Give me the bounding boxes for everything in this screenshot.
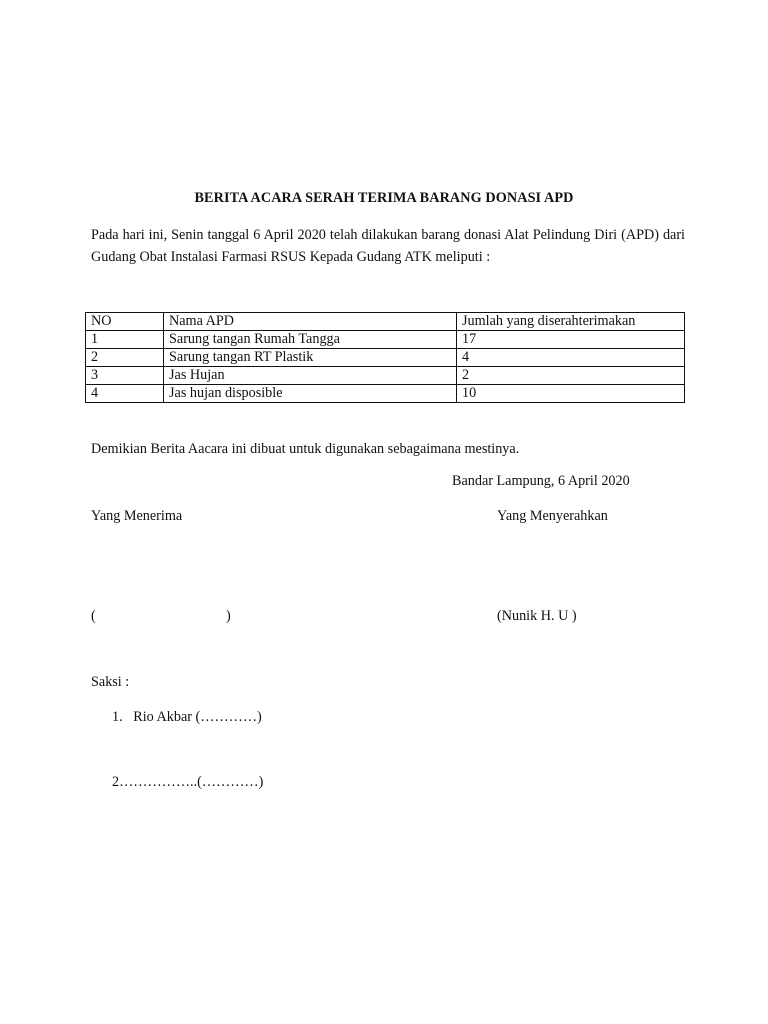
table-cell: 1: [86, 331, 164, 349]
place-date: Bandar Lampung, 6 April 2020: [452, 473, 630, 489]
witness-label: Saksi :: [91, 674, 130, 690]
table-row: [86, 385, 685, 403]
table-cell: 3: [86, 367, 164, 385]
table-cell: 4: [457, 349, 685, 367]
table-row: [86, 367, 685, 385]
table-row: [86, 349, 685, 367]
header-cell-nama: Nama APD: [164, 313, 457, 331]
table-cell: 17: [457, 331, 685, 349]
receiver-signature-open: (: [91, 608, 96, 624]
table-cell: 10: [457, 385, 685, 403]
witness-item: 2……………..(…………): [112, 774, 264, 790]
header-cell-no: NO: [86, 313, 164, 331]
receiver-label: Yang Menerima: [91, 508, 183, 524]
table-cell: 2: [457, 367, 685, 385]
giver-name: (Nunik H. U ): [497, 608, 577, 624]
receiver-signature-close: ): [226, 608, 231, 624]
table-cell: Sarung tangan RT Plastik: [164, 349, 457, 367]
document-title: BERITA ACARA SERAH TERIMA BARANG DONASI APD: [194, 190, 574, 206]
giver-label: Yang Menyerahkan: [497, 508, 608, 524]
witness-item: 1. Rio Akbar (…………): [112, 709, 262, 725]
closing-statement: Demikian Berita Aacara ini dibuat untuk digunakan sebagaimana mestinya.: [91, 441, 520, 457]
header-cell-jumlah: Jumlah yang diserahterimakan: [457, 313, 685, 331]
table-cell: Jas Hujan: [164, 367, 457, 385]
table-cell: Sarung tangan Rumah Tangga: [164, 331, 457, 349]
table-cell: 2: [86, 349, 164, 367]
table-header-row: [86, 313, 685, 331]
apd-table: [85, 312, 685, 403]
table-cell: 4: [86, 385, 164, 403]
table-row: [86, 331, 685, 349]
intro-paragraph: Pada hari ini, Senin tanggal 6 April 2020 telah dilakukan barang donasi Alat Pelindung Diri (APD) dari Gudang Obat Instalasi Farmasi RSUS Kepada Gudang ATK meliputi :: [91, 227, 685, 265]
table-cell: Jas hujan disposible: [164, 385, 457, 403]
